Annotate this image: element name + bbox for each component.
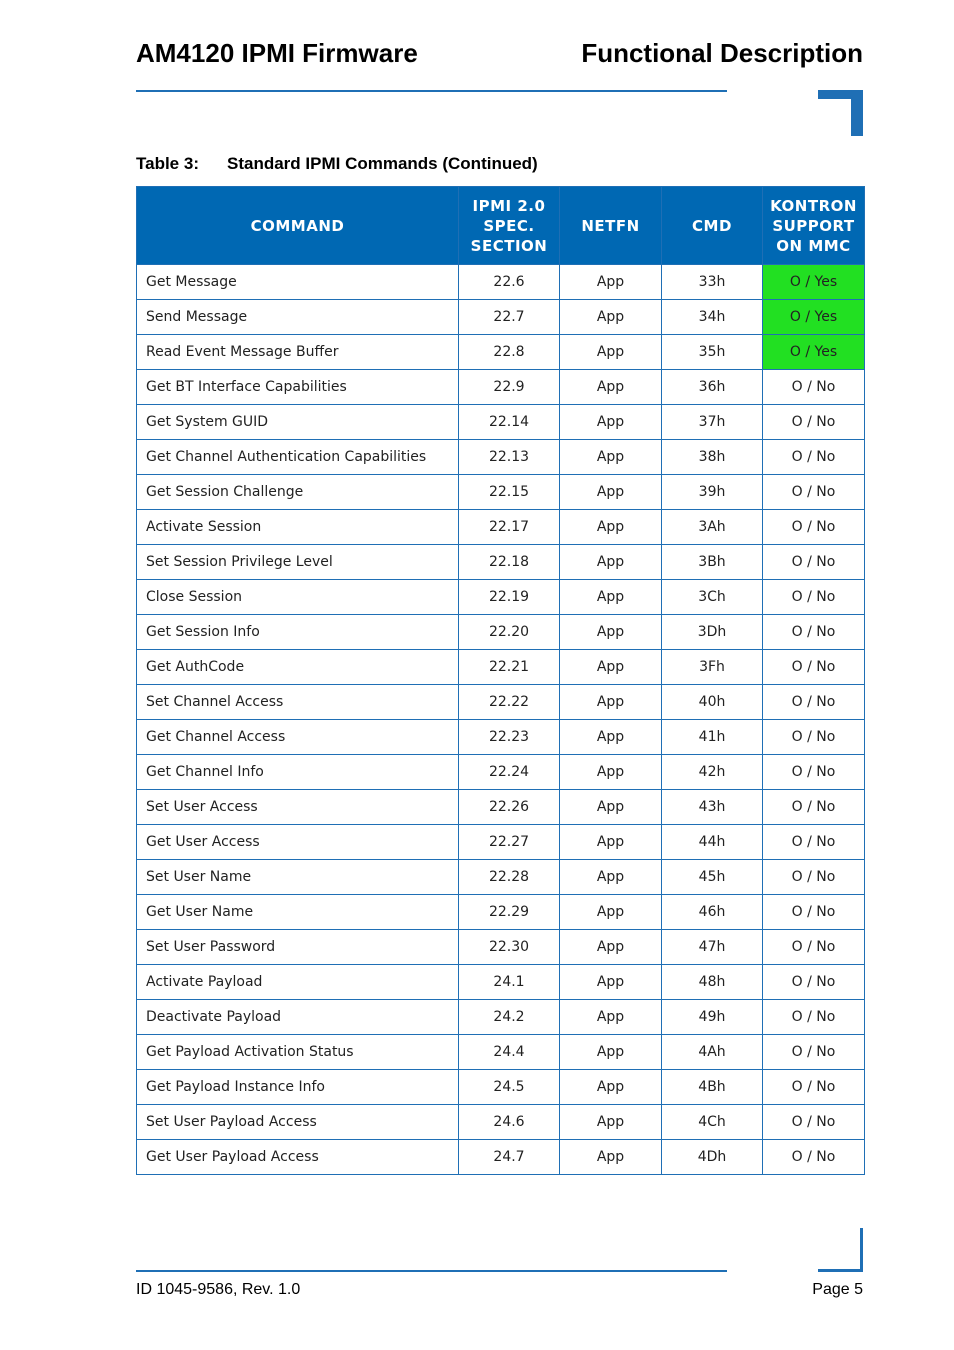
- table-row: [137, 930, 865, 965]
- cell-netfn: App: [560, 475, 662, 510]
- cell-spec-section: 22.28: [459, 860, 560, 895]
- cell-cmd: 44h: [662, 825, 763, 860]
- cell-cmd: 42h: [662, 755, 763, 790]
- page-number: Page 5: [812, 1281, 863, 1298]
- cell-kontron-support: O / No: [763, 965, 865, 1000]
- cell-command: Get Channel Authentication Capabilities: [137, 440, 459, 475]
- cell-kontron-support: O / No: [763, 545, 865, 580]
- table-number: Table 3:: [136, 154, 199, 173]
- cell-kontron-support: O / No: [763, 615, 865, 650]
- table-row: [137, 1070, 865, 1105]
- cell-cmd: 40h: [662, 685, 763, 720]
- cell-netfn: App: [560, 685, 662, 720]
- table-caption: [136, 154, 538, 174]
- table-row: [137, 1105, 865, 1140]
- cell-netfn: App: [560, 650, 662, 685]
- cell-netfn: App: [560, 440, 662, 475]
- cell-kontron-support: O / No: [763, 440, 865, 475]
- section-title: Functional Description: [581, 38, 863, 68]
- cell-cmd: 35h: [662, 335, 763, 370]
- cell-command: Get User Name: [137, 895, 459, 930]
- cell-spec-section: 24.6: [459, 1105, 560, 1140]
- table-row: [137, 720, 865, 755]
- cell-command: Close Session: [137, 580, 459, 615]
- table-row: [137, 545, 865, 580]
- cell-spec-section: 24.2: [459, 1000, 560, 1035]
- cell-cmd: 48h: [662, 965, 763, 1000]
- cell-cmd: 3Ah: [662, 510, 763, 545]
- cell-command: Set User Payload Access: [137, 1105, 459, 1140]
- cell-command: Get System GUID: [137, 405, 459, 440]
- cell-spec-section: 22.13: [459, 440, 560, 475]
- cell-netfn: App: [560, 300, 662, 335]
- cell-command: Get Session Info: [137, 615, 459, 650]
- table-row: [137, 895, 865, 930]
- footer-corner-mark: [860, 1228, 863, 1272]
- cell-spec-section: 22.20: [459, 615, 560, 650]
- cell-cmd: 36h: [662, 370, 763, 405]
- header-rule: [136, 90, 727, 92]
- cell-spec-section: 22.17: [459, 510, 560, 545]
- table-row: [137, 615, 865, 650]
- cell-command: Get Channel Info: [137, 755, 459, 790]
- cell-command: Get User Access: [137, 825, 459, 860]
- cell-netfn: App: [560, 825, 662, 860]
- table-row: [137, 825, 865, 860]
- cell-command: Get User Payload Access: [137, 1140, 459, 1175]
- cell-command: Get BT Interface Capabilities: [137, 370, 459, 405]
- table-row: [137, 1140, 865, 1175]
- cell-spec-section: 24.1: [459, 965, 560, 1000]
- cell-netfn: App: [560, 1105, 662, 1140]
- cell-kontron-support: O / Yes: [763, 335, 865, 370]
- cell-spec-section: 22.9: [459, 370, 560, 405]
- cell-cmd: 38h: [662, 440, 763, 475]
- cell-cmd: 4Bh: [662, 1070, 763, 1105]
- table-row: [137, 790, 865, 825]
- cell-kontron-support: O / No: [763, 860, 865, 895]
- cell-cmd: 4Ah: [662, 1035, 763, 1070]
- cell-command: Get Channel Access: [137, 720, 459, 755]
- cell-command: Activate Session: [137, 510, 459, 545]
- cell-command: Set User Access: [137, 790, 459, 825]
- table-row: [137, 755, 865, 790]
- cell-netfn: App: [560, 265, 662, 300]
- cell-cmd: 49h: [662, 1000, 763, 1035]
- cell-netfn: App: [560, 965, 662, 1000]
- cell-kontron-support: O / No: [763, 1140, 865, 1175]
- cell-command: Activate Payload: [137, 965, 459, 1000]
- cell-kontron-support: O / No: [763, 1035, 865, 1070]
- cell-spec-section: 22.15: [459, 475, 560, 510]
- table-body: [137, 265, 865, 1175]
- cell-spec-section: 22.14: [459, 405, 560, 440]
- cell-kontron-support: O / No: [763, 755, 865, 790]
- cell-cmd: 43h: [662, 790, 763, 825]
- cell-kontron-support: O / No: [763, 825, 865, 860]
- cell-cmd: 3Bh: [662, 545, 763, 580]
- cell-kontron-support: O / No: [763, 370, 865, 405]
- cell-cmd: 3Dh: [662, 615, 763, 650]
- cell-kontron-support: O / No: [763, 720, 865, 755]
- cell-netfn: App: [560, 1070, 662, 1105]
- column-header-command: COMMAND: [137, 187, 459, 265]
- cell-cmd: 33h: [662, 265, 763, 300]
- footer-rule: [136, 1270, 727, 1272]
- table-row: [137, 650, 865, 685]
- cell-netfn: App: [560, 895, 662, 930]
- column-header-netfn: NETFN: [560, 187, 662, 265]
- cell-spec-section: 22.24: [459, 755, 560, 790]
- table-row: [137, 965, 865, 1000]
- cell-spec-section: 24.7: [459, 1140, 560, 1175]
- document-id: ID 1045-9586, Rev. 1.0: [136, 1281, 301, 1298]
- cell-netfn: App: [560, 860, 662, 895]
- ipmi-commands-table: [136, 186, 865, 1175]
- cell-spec-section: 22.26: [459, 790, 560, 825]
- table-row: [137, 265, 865, 300]
- table-row: [137, 580, 865, 615]
- cell-cmd: 47h: [662, 930, 763, 965]
- cell-cmd: 3Ch: [662, 580, 763, 615]
- cell-command: Deactivate Payload: [137, 1000, 459, 1035]
- table-title: Standard IPMI Commands (Continued): [227, 154, 538, 173]
- table-row: [137, 1035, 865, 1070]
- cell-kontron-support: O / No: [763, 1070, 865, 1105]
- table-row: [137, 405, 865, 440]
- cell-command: Get Session Challenge: [137, 475, 459, 510]
- cell-kontron-support: O / No: [763, 405, 865, 440]
- cell-spec-section: 22.18: [459, 545, 560, 580]
- cell-spec-section: 22.22: [459, 685, 560, 720]
- cell-netfn: App: [560, 580, 662, 615]
- cell-netfn: App: [560, 335, 662, 370]
- cell-spec-section: 22.29: [459, 895, 560, 930]
- cell-spec-section: 24.5: [459, 1070, 560, 1105]
- cell-kontron-support: O / No: [763, 1105, 865, 1140]
- table-row: [137, 370, 865, 405]
- cell-cmd: 4Ch: [662, 1105, 763, 1140]
- cell-spec-section: 22.8: [459, 335, 560, 370]
- cell-command: Set Channel Access: [137, 685, 459, 720]
- cell-kontron-support: O / No: [763, 685, 865, 720]
- header-corner-mark-vertical: [851, 90, 863, 136]
- cell-netfn: App: [560, 510, 662, 545]
- cell-netfn: App: [560, 615, 662, 650]
- cell-spec-section: 22.19: [459, 580, 560, 615]
- cell-spec-section: 22.23: [459, 720, 560, 755]
- table-row: [137, 860, 865, 895]
- footer-corner-mark-horizontal: [818, 1269, 863, 1272]
- cell-command: Get AuthCode: [137, 650, 459, 685]
- table-row: [137, 335, 865, 370]
- cell-spec-section: 22.21: [459, 650, 560, 685]
- cell-kontron-support: O / No: [763, 510, 865, 545]
- cell-spec-section: 24.4: [459, 1035, 560, 1070]
- cell-netfn: App: [560, 1140, 662, 1175]
- cell-kontron-support: O / No: [763, 930, 865, 965]
- cell-cmd: 39h: [662, 475, 763, 510]
- cell-kontron-support: O / No: [763, 650, 865, 685]
- cell-cmd: 46h: [662, 895, 763, 930]
- cell-cmd: 37h: [662, 405, 763, 440]
- cell-kontron-support: O / Yes: [763, 265, 865, 300]
- cell-kontron-support: O / No: [763, 475, 865, 510]
- table-row: [137, 440, 865, 475]
- cell-cmd: 41h: [662, 720, 763, 755]
- cell-netfn: App: [560, 930, 662, 965]
- cell-kontron-support: O / Yes: [763, 300, 865, 335]
- cell-netfn: App: [560, 545, 662, 580]
- cell-netfn: App: [560, 1035, 662, 1070]
- cell-kontron-support: O / No: [763, 580, 865, 615]
- cell-spec-section: 22.27: [459, 825, 560, 860]
- column-header-cmd: CMD: [662, 187, 763, 265]
- document-title: AM4120 IPMI Firmware: [136, 38, 418, 68]
- cell-netfn: App: [560, 790, 662, 825]
- cell-kontron-support: O / No: [763, 895, 865, 930]
- table-row: [137, 1000, 865, 1035]
- cell-command: Get Message: [137, 265, 459, 300]
- cell-command: Set User Name: [137, 860, 459, 895]
- cell-netfn: App: [560, 1000, 662, 1035]
- cell-netfn: App: [560, 370, 662, 405]
- cell-command: Set User Password: [137, 930, 459, 965]
- cell-command: Send Message: [137, 300, 459, 335]
- cell-netfn: App: [560, 405, 662, 440]
- cell-spec-section: 22.7: [459, 300, 560, 335]
- cell-cmd: 45h: [662, 860, 763, 895]
- cell-command: Set Session Privilege Level: [137, 545, 459, 580]
- table-row: [137, 685, 865, 720]
- table-row: [137, 475, 865, 510]
- cell-kontron-support: O / No: [763, 1000, 865, 1035]
- column-header-spec-section: IPMI 2.0 SPEC. SECTION: [459, 187, 560, 265]
- table-row: [137, 300, 865, 335]
- cell-cmd: 34h: [662, 300, 763, 335]
- cell-cmd: 4Dh: [662, 1140, 763, 1175]
- cell-command: Get Payload Instance Info: [137, 1070, 459, 1105]
- table-row: [137, 510, 865, 545]
- cell-kontron-support: O / No: [763, 790, 865, 825]
- cell-netfn: App: [560, 720, 662, 755]
- column-header-kontron-support: KONTRON SUPPORT ON MMC: [763, 187, 865, 265]
- cell-command: Read Event Message Buffer: [137, 335, 459, 370]
- cell-command: Get Payload Activation Status: [137, 1035, 459, 1070]
- cell-netfn: App: [560, 755, 662, 790]
- cell-spec-section: 22.30: [459, 930, 560, 965]
- cell-cmd: 3Fh: [662, 650, 763, 685]
- cell-spec-section: 22.6: [459, 265, 560, 300]
- table-header-row: [137, 187, 865, 265]
